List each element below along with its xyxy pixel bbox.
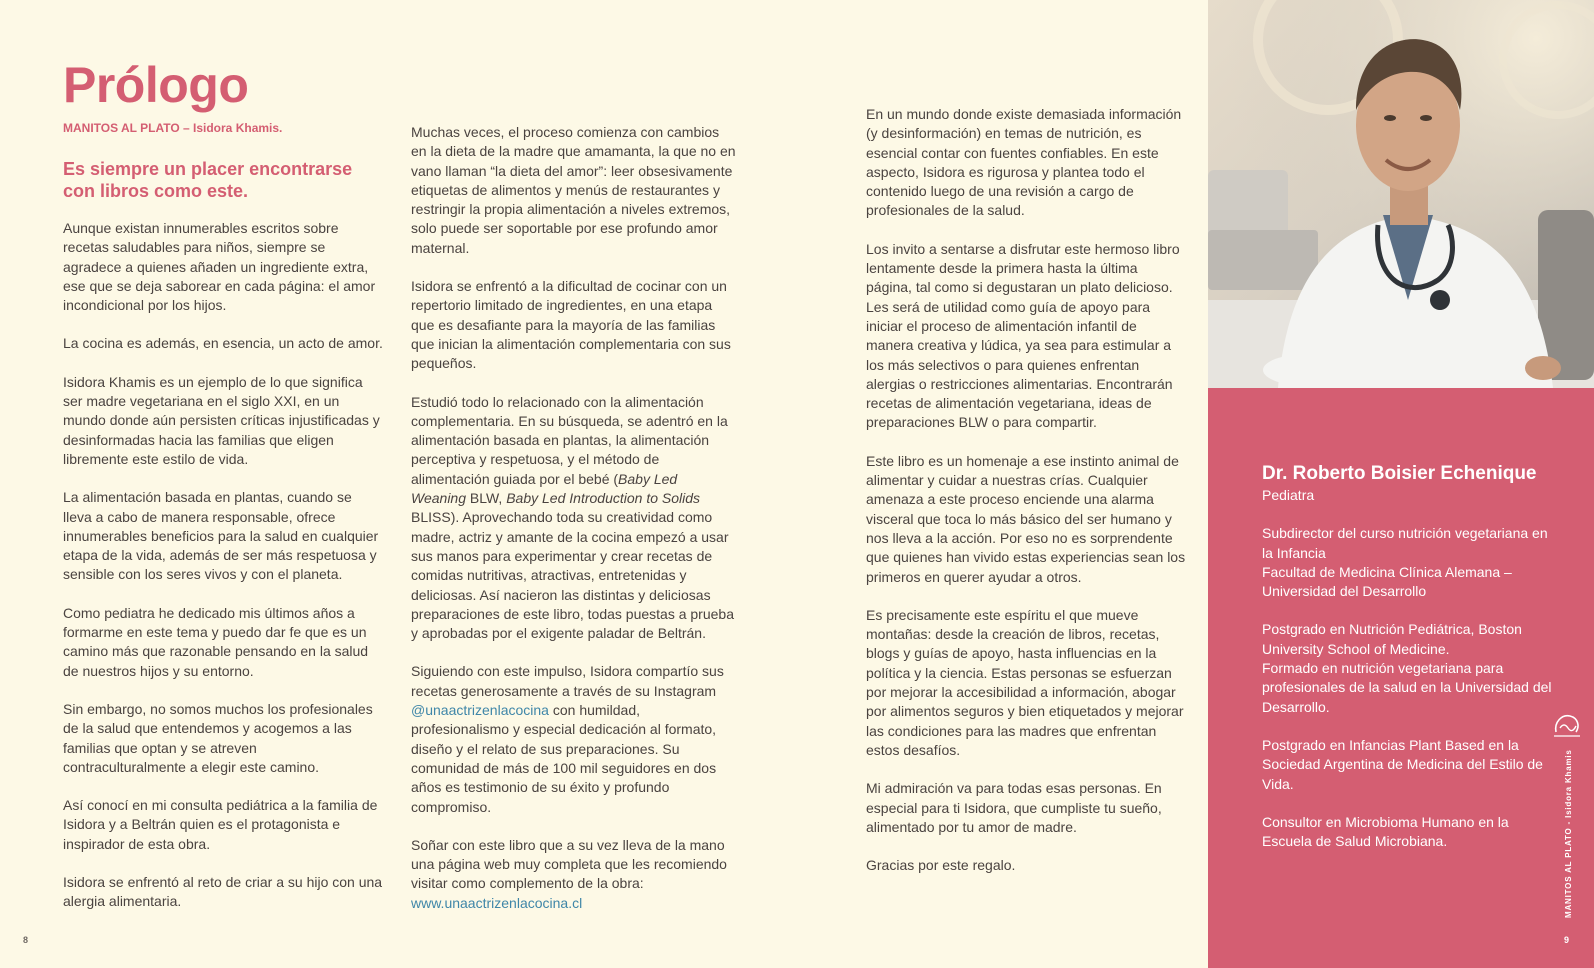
page-number-right: 9	[1564, 935, 1570, 945]
lead-heading: Es siempre un placer encontrarse con libros como este.	[63, 159, 353, 201]
paragraph-text: BLW,	[466, 490, 507, 507]
paragraph	[411, 393, 736, 644]
credential-block	[1262, 620, 1552, 716]
page-subtitle: MANITOS AL PLATO – Isidora Khamis.	[63, 121, 283, 135]
paragraph: Así conocí en mi consulta pediátrica a la familia de Isidora y a Beltrán quien es el protagonista e inspirador de esta obra.	[63, 797, 378, 852]
credential: Formado en nutrición vegetariana para profesionales de la salud en la Universidad del Desarrollo.	[1262, 660, 1552, 715]
text-column-2	[411, 123, 736, 932]
paragraph: Mi admiración va para todas esas personas. En especial para ti Isidora, que cumpliste tu sueño, alimentado por tu amor de madre.	[866, 780, 1162, 835]
paragraph: Aunque existan innumerables escritos sobre recetas saludables para niños, siempre se agradece a quienes añaden un ingrediente extra, ese que se deja saborear en cada página: el amor incondicional por los hijos.	[63, 220, 376, 314]
emphasis-text: Baby Led Introduction to Solids	[506, 490, 701, 507]
paragraph: Sin embargo, no somos muchos los profesionales de la salud que entendemos y acogemos a las familias que optan y se atreven contraculturalmente a elegir este camino.	[63, 700, 373, 775]
credential: Postgrado en Nutrición Pediátrica, Boston University School of Medicine.	[1262, 621, 1522, 657]
paragraph: Es precisamente este espíritu el que mueve montañas: desde la creación de libros, recetas, blogs y guías de apoyo, hasta influencias en la política y la ciencia. Estas personas se esfuerzan por mejorar la accesibilidad a información, abogar por alimentos seguros y bien etiquetados y mejorar las condiciones para las madres que enfrentan estos desafíos.	[866, 606, 1184, 758]
credential-block	[1262, 524, 1552, 601]
author-bio	[1262, 462, 1552, 870]
vertical-book-credit: MANITOS AL PLATO - Isidora Khamis	[1564, 749, 1573, 918]
doctor-portrait-photo	[1208, 0, 1594, 388]
paragraph: La cocina es además, en esencia, un acto de amor.	[63, 335, 383, 352]
emphasis-text: Baby Led Weaning	[411, 470, 678, 507]
paragraph: Gracias por este regalo.	[866, 857, 1016, 874]
paragraph-text: Estudió todo lo relacionado con la alimentación complementaria. En su búsqueda, se adentró en la alimentación basada en plantas, la alimentación perceptiva y respetuosa, y el método de alimentación guiada por el bebé (	[411, 393, 728, 487]
paragraph: Como pediatra he dedicado mis últimos años a formarme en este tema y puedo dar fe que es un camino más que razonable pensando en la salud de nuestros hijos y su entorno.	[63, 604, 369, 679]
credential: Consultor en Microbioma Humano en la Escuela de Salud Microbiana.	[1262, 813, 1509, 850]
paragraph: Isidora Khamis es un ejemplo de lo que significa ser madre vegetariana en el siglo XXI, en un mundo donde aún persisten críticas injustificadas y desinformadas hacia las familias que eligen libremente este estilo de vida.	[63, 373, 380, 467]
paragraph-text: con humildad, profesionalismo y especial dedicación al formato, diseño y el relato de sus preparaciones. Su comunidad de más de 100 mil seguidores en dos años es testimonio de su éxito y profundo compromiso.	[411, 702, 717, 815]
page-number-left: 8	[23, 935, 29, 945]
paragraph: La alimentación basada en plantas, cuando se lleva a cabo de manera responsable, ofrece innumerables beneficios para la salud en cualquier etapa de la vida, además de ser más respetuosa y sensible con los seres vivos y con el planeta.	[63, 489, 379, 583]
paragraph: Este libro es un homenaje a ese instinto animal de alimentar y cuidar a nuestras crías. Cualquier amenaza a este proceso enciende una alarma visceral que toca lo más básico del ser humano y nos lleva a la acción. Por eso no es sorprendente que quienes han vivido estas experiencias sean los primeros en querer ayudar a otros.	[866, 452, 1186, 585]
credential: Subdirector del curso nutrición vegetariana en la Infancia	[1262, 525, 1548, 561]
paragraph-text: Siguiendo con este impulso, Isidora compartío sus recetas generosamente a través de su Instagram	[411, 663, 724, 699]
paragraph	[411, 662, 736, 816]
author-role: Pediatra	[1262, 487, 1315, 503]
paragraph: Muchas veces, el proceso comienza con cambios en la dieta de la madre que amamanta, la que no en vano llaman “la dieta del amor”: leer obsesivamente etiquetas de alimentos y menús de restaurantes y restringir la propia alimentación a niveles extremos, solo puede ser soportable por ese profundo amor maternal.	[411, 124, 736, 256]
text-column-3	[866, 105, 1186, 894]
website-link[interactable]: www.unaactrizenlacocina.cl	[411, 894, 583, 911]
page-title: Prólogo	[63, 57, 249, 113]
credential: Postgrado en Infancias Plant Based en la Sociedad Argentina de Medicina del Estilo de Vida.	[1262, 736, 1543, 792]
portrait-illustration	[1208, 0, 1594, 388]
credential: Facultad de Medicina Clínica Alemana – Universidad del Desarrollo	[1262, 563, 1512, 600]
instagram-link[interactable]: @unaactrizenlacocina	[411, 702, 549, 719]
paragraph: En un mundo donde existe demasiada información (y desinformación) en temas de nutrición, es esencial contar con fuentes confiables. En este aspecto, Isidora es rigurosa y plantea todo el contenido luego de una revisión a cargo de profesionales de la salud.	[866, 106, 1182, 219]
paragraph: Isidora se enfrentó al reto de criar a su hijo con una alergia alimentaria.	[63, 874, 383, 910]
text-column-1	[63, 158, 383, 931]
paragraph-text: Soñar con este libro que a su vez lleva de la mano una página web muy completa que les recomiendo visitar como complemento de la obra:	[411, 836, 727, 892]
paragraph-text: BLISS). Aprovechando toda su creatividad como madre, actriz y amante de la cocina empezó a usar sus manos para experimentar y crear recetas de comidas nutritivas, atractivas, entretenidas y deliciosas. Así nacieron las distintas y deliciosas preparaciones de este libro, todas puestas a prueba y aprobadas por el exigente paladar de Beltrán.	[411, 509, 734, 642]
author-name: Dr. Roberto Boisier Echenique	[1262, 463, 1537, 484]
paragraph: Los invito a sentarse a disfrutar este hermoso libro lentamente desde la primera hasta la última página, tal como si degustaran un plato delicioso. Les será de utilidad como guía de apoyo para iniciar el proceso de alimentación infantil de manera creativa y lúdica, ya sea para estimular a los más selectivos o para quienes enfrentan alergias o restricciones alimentarias. Encontrarán recetas de alimentación vegetariana, ideas de preparaciones BLW o para compartir.	[866, 240, 1180, 431]
paragraph: Isidora se enfrentó a la dificultad de cocinar con un repertorio limitado de ingredientes, en una etapa que es desafiante para la mayoría de las familias que inician la alimentación complementaria con sus pequeños.	[411, 278, 731, 372]
una-actriz-en-la-cocina-logo-icon	[1550, 710, 1586, 740]
paragraph	[411, 836, 736, 913]
author-panel	[1208, 0, 1594, 968]
